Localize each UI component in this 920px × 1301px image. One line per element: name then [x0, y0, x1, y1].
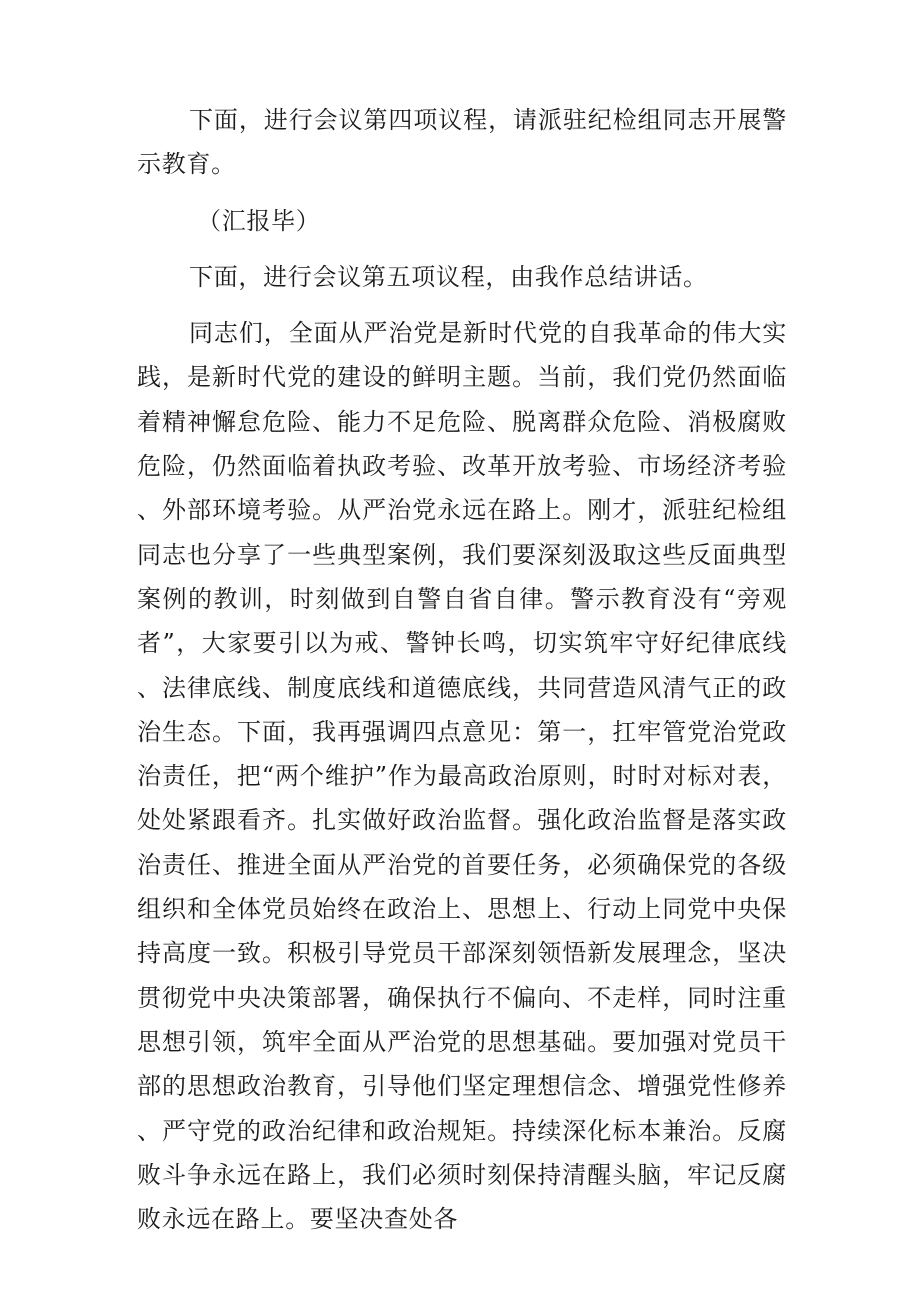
- paragraph-report-finished-note: （汇报毕）: [197, 206, 321, 235]
- document-body: [137, 98, 787, 1241]
- paragraph-concluding-speech: 同志们，全面从严治党是新时代党的自我革命的伟大实践，是新时代党的建设的鲜明主题。当前，我们党仍然面临着精神懈怠危险、能力不足危险、脱离群众危险、消极腐败危险，仍然面临着执政考验、改革开放考验、市场经济考验、外部环境考验。从严治党永远在路上。刚才，派驻纪检组同志也分享了一些典型案例，我们要深刻汲取这些反面典型案例的教训，时刻做到自警自省自律。警示教育没有“旁观者”，大家要引以为戒、警钟长鸣，切实筑牢守好纪律底线、法律底线、制度底线和道德底线，共同营造风清气正的政治生态。下面，我再强调四点意见：第一，扛牢管党治党政治责任，把“两个维护”作为最高政治原则，时时对标对表，处处紧跟看齐。扎实做好政治监督。强化政治监督是落实政治责任、推进全面从严治党的首要任务，必须确保党的各级组织和全体党员始终在政治上、思想上、行动上同党中央保持高度一致。积极引导党员干部深刻领悟新发展理念，坚决贯彻党中央决策部署，确保执行不偏向、不走样，同时注重思想引领，筑牢全面从严治党的思想基础。要加强对党员干部的思想政治教育，引导他们坚定理想信念、增强党性修养、严守党的政治纪律和政治规矩。持续深化标本兼治。反腐败斗争永远在路上，我们必须时刻保持清醒头脑，牢记反腐败永远在路上。要坚决查处各: [137, 319, 787, 1234]
- paragraph-agenda-item-four: 下面，进行会议第四项议程，请派驻纪检组同志开展警示教育。: [137, 106, 787, 179]
- paragraph-agenda-item-five: 下面，进行会议第五项议程，由我作总结讲话。: [189, 262, 708, 291]
